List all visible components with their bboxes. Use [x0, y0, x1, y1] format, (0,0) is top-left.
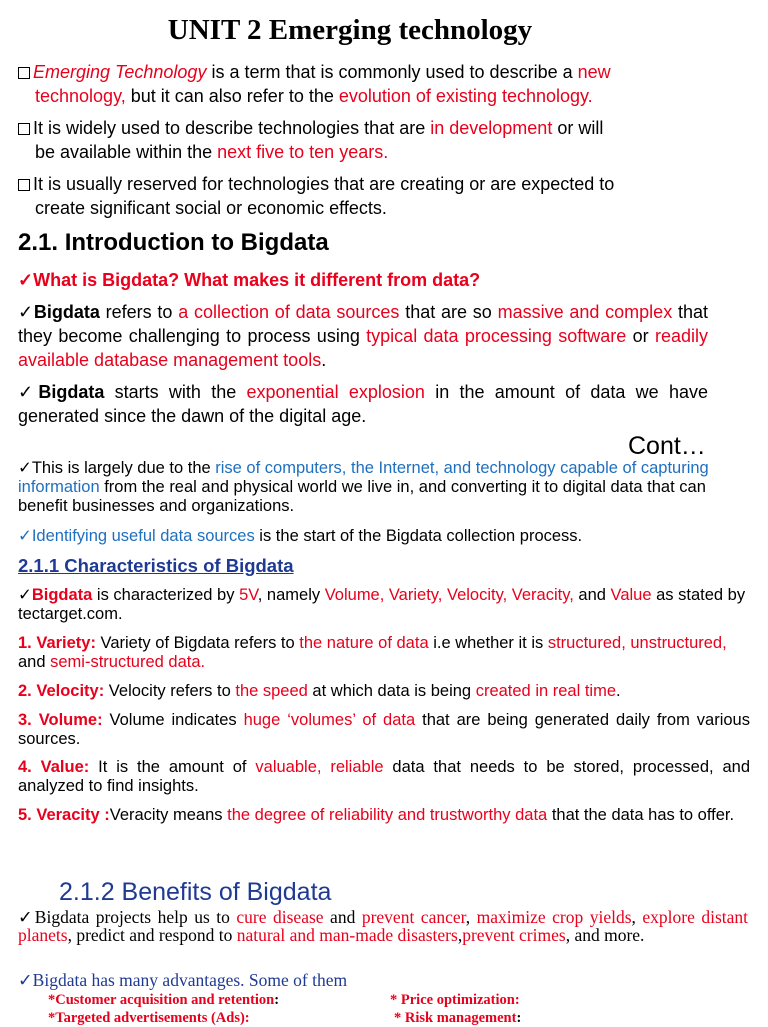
- bigdata-explosion: [18, 380, 708, 428]
- characteristic-text: huge ‘volumes’ of data: [243, 711, 416, 729]
- bullet-text: in development: [430, 118, 553, 138]
- paragraph-text: Value: [610, 586, 652, 604]
- characteristic-text: structured, unstructured,: [547, 634, 727, 652]
- bullet-text: next five to ten years.: [217, 142, 389, 162]
- bullet-text: It is usually reserved for technologies that are creating or are expected to: [33, 174, 615, 194]
- characteristic-text: 3. Volume:: [18, 711, 103, 729]
- benefit-text: ,: [465, 907, 477, 927]
- characteristic-text: the speed: [235, 682, 308, 700]
- definition-text: that are so: [399, 302, 498, 322]
- advantage-price-optimization: * Price optimization:: [390, 992, 520, 1008]
- check-icon: ✓: [18, 270, 34, 290]
- check-icon: ✓: [18, 586, 32, 604]
- advantage-targeted-ads: *Targeted advertisements (Ads):: [48, 1010, 250, 1026]
- bullet-text: It is widely used to describe technologies that are: [33, 118, 431, 138]
- benefit-text: , predict and respond to: [67, 924, 237, 945]
- advantages-intro: [18, 970, 347, 991]
- heading-benefits: 2.1.2 Benefits of Bigdata: [59, 878, 332, 906]
- explosion-text: exponential explosion: [246, 382, 425, 402]
- definition-text: typical data processing software: [366, 326, 627, 346]
- benefit-text: maximize crop yields: [476, 907, 632, 927]
- characteristic-text: 2. Velocity:: [18, 682, 105, 700]
- explosion-text: starts with the: [104, 382, 247, 402]
- characteristic-value: [18, 758, 750, 796]
- advantage-text: * Risk management: [394, 1010, 517, 1026]
- paragraph-text: Volume, Variety, Velocity, Veracity,: [324, 586, 574, 604]
- bigdata-definition: [18, 300, 708, 372]
- advantage-text: *Customer acquisition and retention: [48, 992, 275, 1008]
- advantages-text: Bigdata has many advantages. Some of them: [32, 970, 348, 990]
- paragraph-text: as stated by tectarget.com.: [18, 586, 746, 623]
- characteristic-veracity: [18, 806, 750, 825]
- advantage-risk-management: [394, 1010, 521, 1027]
- characteristic-text: and: [18, 653, 51, 671]
- benefit-text: ,: [631, 907, 643, 927]
- characteristic-text: Volume indicates: [102, 711, 244, 729]
- heading-characteristics: 2.1.1 Characteristics of Bigdata: [18, 555, 294, 576]
- characteristic-text: Veracity means: [109, 806, 228, 824]
- characteristic-text: It is the amount of: [89, 758, 256, 776]
- paragraph-text: Bigdata: [31, 586, 93, 604]
- benefit-text: natural and man-made disasters: [236, 924, 458, 945]
- definition-text: refers to: [99, 302, 179, 322]
- definition-text: readily available database management tools: [18, 326, 708, 370]
- bullet-text: be available within the: [35, 142, 218, 162]
- question-bigdata: [18, 268, 480, 292]
- check-icon: ✓: [18, 382, 39, 402]
- characteristic-text: data that needs to be stored, processed, and analyzed to find insights.: [18, 758, 751, 795]
- benefit-text: explore distant planets: [18, 907, 749, 945]
- checkbox-bullet-icon: [18, 179, 30, 191]
- paragraph-text: 5V: [239, 586, 258, 604]
- rise-of-computers-paragraph: [18, 459, 750, 516]
- heading-intro-bigdata: 2.1. Introduction to Bigdata: [18, 229, 329, 256]
- characteristic-text: Variety of Bigdata refers to: [95, 634, 300, 652]
- definition-text: Bigdata: [33, 302, 100, 322]
- definition-text: that they become challenging to process using: [18, 302, 708, 346]
- characteristic-text: Velocity refers to: [104, 682, 236, 700]
- explosion-text: Bigdata: [38, 382, 105, 402]
- benefit-text: cure disease: [236, 907, 324, 927]
- paragraph-text: and: [573, 586, 611, 604]
- benefit-text: prevent crimes: [462, 924, 566, 945]
- definition-text: a collection of data sources: [178, 302, 400, 322]
- check-icon: ✓: [18, 302, 34, 322]
- question-text: What is Bigdata? What makes it different from data?: [33, 270, 481, 290]
- characteristic-text: i.e whether it is: [428, 634, 548, 652]
- advantage-customer-acquisition: [48, 992, 279, 1009]
- checkbox-bullet-icon: [18, 67, 30, 79]
- characteristic-text: that the data has to offer.: [547, 806, 735, 824]
- bullet-in-development: [18, 116, 748, 164]
- useful-data-sources: [18, 527, 750, 546]
- benefits-paragraph: [18, 909, 748, 944]
- characteristic-text: created in real time: [475, 682, 617, 700]
- bullet-text: technology,: [35, 86, 126, 106]
- paragraph-text: is characterized by: [92, 586, 240, 604]
- paragraph-text: , namely: [257, 586, 325, 604]
- bullet-text: new: [577, 62, 611, 82]
- bullet-text: Emerging Technology: [33, 62, 207, 82]
- characteristic-text: semi-structured data.: [50, 653, 206, 671]
- paragraph-text: rise of computers, the Internet, and technology capable of capturing information: [18, 459, 709, 496]
- cont-label: Cont…: [628, 432, 706, 460]
- characteristic-text: valuable, reliable: [255, 758, 384, 776]
- benefit-text: prevent cancer: [361, 907, 466, 927]
- five-v-paragraph: [18, 586, 750, 624]
- definition-text: massive and complex: [497, 302, 673, 322]
- characteristic-text: at which data is being: [307, 682, 476, 700]
- bullet-text: or will: [552, 118, 604, 138]
- benefit-text: , and more.: [565, 924, 645, 945]
- characteristic-text: 1. Variety:: [18, 634, 96, 652]
- definition-text: or: [626, 326, 655, 346]
- checkbox-bullet-icon: [18, 123, 30, 135]
- bullet-text: evolution of existing technology.: [338, 86, 593, 106]
- paragraph-text: is the start of the Bigdata collection process.: [254, 527, 583, 545]
- benefit-text: and: [323, 907, 362, 927]
- check-icon: ✓: [18, 459, 32, 477]
- benefit-text: ,: [457, 924, 463, 945]
- bullet-emerging-technology: [18, 60, 748, 108]
- check-icon: ✓: [18, 907, 35, 927]
- check-icon: ✓: [18, 527, 32, 545]
- advantage-text: :: [516, 1010, 522, 1026]
- characteristic-velocity: [18, 682, 750, 701]
- bullet-text: create significant social or economic effects.: [35, 198, 387, 218]
- characteristic-variety: [18, 634, 750, 672]
- check-icon: ✓: [18, 970, 33, 990]
- characteristic-text: that are being generated daily from various sources.: [18, 711, 750, 748]
- characteristic-volume: [18, 711, 750, 749]
- characteristic-text: .: [616, 682, 621, 700]
- unit-title: UNIT 2 Emerging technology: [167, 14, 533, 46]
- characteristic-text: the degree of reliability and trustworthy data: [227, 806, 548, 824]
- paragraph-text: This is largely due to the: [31, 459, 216, 477]
- characteristic-text: the nature of data: [299, 634, 429, 652]
- explosion-text: in the amount of data we have generated since the dawn of the digital age.: [18, 382, 708, 426]
- characteristic-text: 5. Veracity :: [18, 806, 110, 824]
- bullet-text: but it can also refer to the: [125, 86, 339, 106]
- bullet-social-effects: [18, 172, 748, 220]
- advantage-text: :: [274, 992, 280, 1008]
- bullet-text: is a term that is commonly used to describe a: [206, 62, 578, 82]
- benefit-text: Bigdata projects help us to: [34, 907, 237, 927]
- definition-text: .: [321, 350, 327, 370]
- characteristic-text: 4. Value:: [18, 758, 90, 776]
- paragraph-text: Identifying useful data sources: [31, 527, 255, 545]
- paragraph-text: from the real and physical world we live in, and converting it to digital data that can benefit businesses and organizations.: [18, 478, 706, 515]
